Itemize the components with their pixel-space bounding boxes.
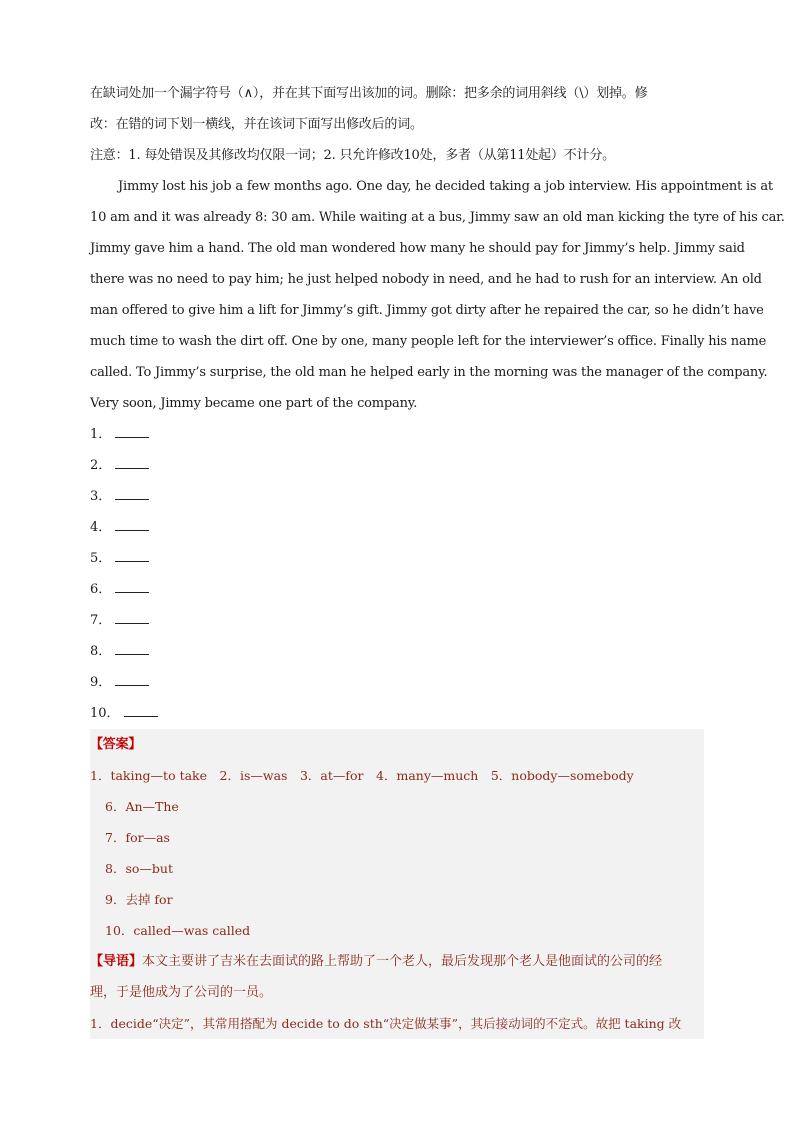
answer-blank[interactable] bbox=[115, 673, 149, 686]
passage bbox=[90, 171, 785, 419]
answer-item: 10．called—was called bbox=[105, 923, 251, 938]
passage-line: 10 am and it was already 8: 30 am. While waiting at a bus, Jimmy saw an old man kicking the tyre of his car. bbox=[90, 210, 785, 225]
answer-blank[interactable] bbox=[115, 642, 149, 655]
guide-heading: 【导语】 bbox=[90, 954, 143, 969]
blank-row: 1． bbox=[90, 419, 704, 450]
answer-blank[interactable] bbox=[115, 611, 149, 624]
passage-line: much time to wash the dirt off. One by one, many people left for the interviewer’s office. Finally his name bbox=[90, 334, 767, 349]
answer-blanks bbox=[90, 419, 704, 729]
guide-line: 理，于是他成为了公司的一员。 bbox=[90, 985, 273, 1000]
instruction-line-2: 改：在错的词下划一横线，并在该词下面写出修改后的词。 bbox=[90, 117, 423, 132]
guide-line: 1．decide“决定”，其常用搭配为 decide to do sth“决定做某事”，其后接动词的不定式。故把 taking 改 bbox=[90, 1016, 682, 1031]
answer-item: 9．去掉 for bbox=[105, 892, 173, 907]
answer-item: 7．for—as bbox=[105, 830, 170, 845]
blank-row: 4． bbox=[90, 512, 704, 543]
answer-blank[interactable] bbox=[115, 487, 149, 500]
answer-blank[interactable] bbox=[115, 518, 149, 531]
passage-line: Jimmy lost his job a few months ago. One day, he decided taking a job interview. His appointment is at bbox=[118, 179, 773, 194]
passage-line: called. To Jimmy’s surprise, the old man he helped early in the morning was the manager of the company. bbox=[90, 365, 768, 380]
blank-row: 9． bbox=[90, 667, 704, 698]
passage-line: man offered to give him a lift for Jimmy’s gift. Jimmy got dirty after he repaired the car, so he didn’t have bbox=[90, 303, 764, 318]
blank-row: 6． bbox=[90, 574, 704, 605]
answer-line: 1．taking—to take 2．is—was 3．at—for 4．many—much 5．nobody—somebody bbox=[90, 768, 634, 783]
instruction-line-1: 在缺词处加一个漏字符号（∧），并在其下面写出该加的词。删除：把多余的词用斜线（\）划掉。修 bbox=[90, 86, 648, 101]
answer-blank[interactable] bbox=[115, 549, 149, 562]
answer-blank[interactable] bbox=[115, 580, 149, 593]
passage-line: Jimmy gave him a hand. The old man wondered how many he should pay for Jimmy’s help. Jimmy said bbox=[90, 241, 745, 256]
blank-row: 5． bbox=[90, 543, 704, 574]
passage-line: Very soon, Jimmy became one part of the company. bbox=[90, 396, 418, 411]
answer-item: 6．An—The bbox=[105, 799, 179, 814]
blank-row: 8． bbox=[90, 636, 704, 667]
document-page bbox=[90, 78, 785, 1039]
blank-row: 3． bbox=[90, 481, 704, 512]
passage-line: there was no need to pay him; he just helped nobody in need, and he had to rush for an interview. An old bbox=[90, 272, 762, 287]
blank-row: 10． bbox=[90, 698, 704, 729]
answer-blank[interactable] bbox=[115, 456, 149, 469]
blank-row: 2． bbox=[90, 450, 704, 481]
answer-section bbox=[90, 729, 704, 1039]
answer-blank[interactable] bbox=[115, 425, 149, 438]
answer-heading: 【答案】 bbox=[90, 737, 142, 752]
guide-line: 【导语】本文主要讲了吉米在去面试的路上帮助了一个老人，最后发现那个老人是他面试的公司的经 bbox=[90, 954, 663, 969]
answer-item: 8．so—but bbox=[105, 861, 173, 876]
blank-row: 7． bbox=[90, 605, 704, 636]
answer-blank[interactable] bbox=[124, 704, 158, 717]
instruction-note: 注意：1. 每处错误及其修改均仅限一词；2. 只允许修改10处，多者（从第11处起）不计分。 bbox=[90, 148, 615, 163]
